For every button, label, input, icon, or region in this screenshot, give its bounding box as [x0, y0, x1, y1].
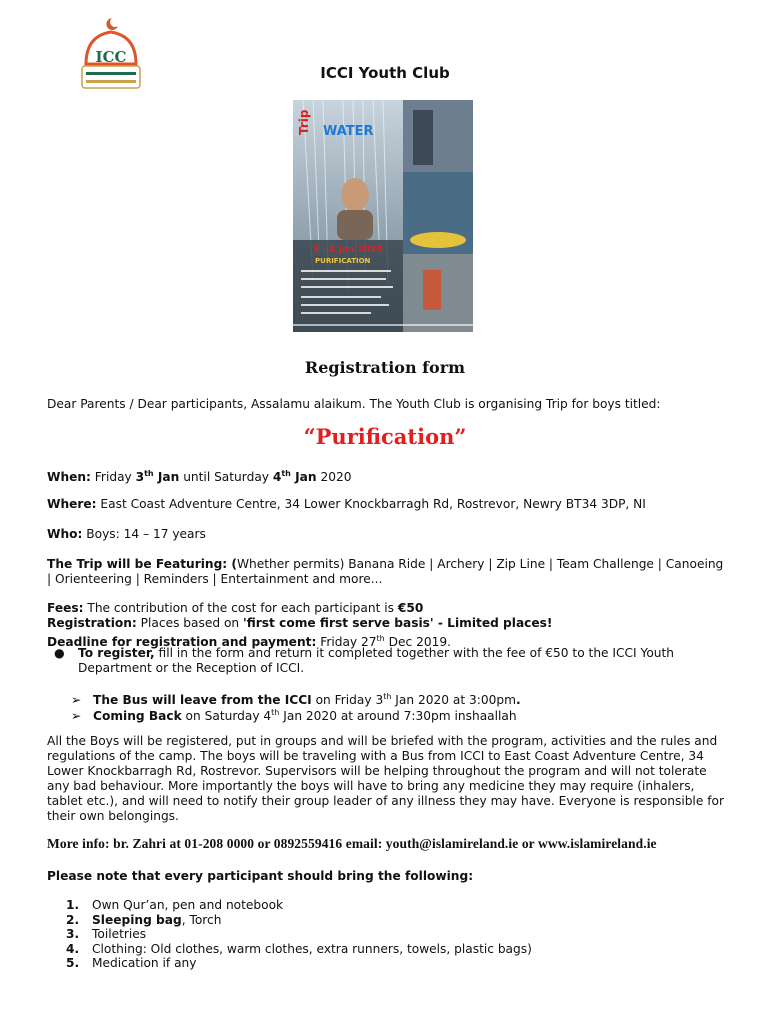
deadline-line: Deadline for registration and payment: Friday 27th Dec 2019.: [47, 634, 451, 650]
list-item-number: 1.: [66, 898, 80, 912]
list-item-text: Medication if any: [92, 956, 197, 970]
bring-note: Please note that every participant should bring the following:: [47, 869, 474, 883]
arrow-icon: ➢: [71, 709, 82, 724]
featuring-line: The Trip will be Featuring: (Whether permits) Banana Ride | Archery | Zip Line | Team Challenge | Canoeing | Orienteering | Reminders | Entertainment and more...: [47, 557, 724, 586]
contact-info: More info: br. Zahri at 01-208 0000 or 0892559416 email: youth@islamireland.ie or www.islamireland.ie: [47, 836, 657, 851]
list-item-bold: Sleeping bag: [92, 912, 182, 927]
list-item-text: Own Qur’an, pen and notebook: [92, 898, 284, 912]
list-item-number: 2.: [66, 912, 80, 927]
list-item-number: 5.: [66, 956, 80, 970]
icc-logo: [78, 14, 144, 96]
items-list: [66, 898, 532, 971]
svg-text:3 - 4 Jan 2020: 3 - 4 Jan 2020: [313, 245, 383, 255]
list-item: [66, 942, 532, 957]
arrow-icon: ➢: [71, 693, 82, 708]
trip-poster-image: [293, 100, 473, 332]
where-line: Where: East Coast Adventure Centre, 34 Lower Knockbarragh Rd, Rostrevor, Newry BT34 3DP, NI: [47, 497, 646, 511]
list-item-number: 4.: [66, 941, 80, 956]
registration-line: Registration: Places based on 'first come first serve basis' - Limited places!: [47, 616, 553, 630]
list-item-text: , Torch: [181, 912, 222, 927]
svg-text:PURIFICATION: PURIFICATION: [315, 257, 371, 265]
list-item: [66, 913, 532, 928]
list-item-text: Toiletries: [92, 927, 147, 941]
register-bullet: ● To register, fill in the form and return it completed together with the fee of €50 to the ICCI Youth Department or the Reception of ICCI.: [54, 646, 675, 675]
when-line: When: Friday 3th Jan until Saturday 4th Jan 2020: [47, 469, 352, 485]
who-line: Who: Boys: 14 – 17 years: [47, 527, 206, 541]
bullet-icon: ●: [54, 646, 65, 660]
registration-form-title: Registration form: [304, 358, 466, 377]
coming-back-line: ➢ Coming Back on Saturday 4th Jan 2020 at around 7:30pm inshaallah: [71, 708, 517, 724]
svg-text:ICC: ICC: [95, 48, 127, 66]
list-item-text: Clothing: Old clothes, warm clothes, extra runners, towels, plastic bags): [92, 941, 532, 956]
trip-name: “Purification”: [303, 424, 467, 449]
info-paragraph: All the Boys will be registered, put in groups and will be briefed with the program, activities and the rules and regulations of the camp. The boys will be traveling with a Bus from ICCI to East Coast Adventure Centre, 34 Lower Knockbarragh Rd, Rostrevor. Supervisors will be helping throughout the program and will not tolerate any bad behaviour. More importantly the boys will have to bring any medicine they may require (inhalers, tablet etc.), and will need to notify their group leader of any illness they may have. Everyone is responsible for their own belongings.: [47, 734, 724, 823]
list-item: [66, 927, 532, 942]
svg-text:Trip: Trip: [297, 109, 311, 135]
page-title: ICCI Youth Club: [320, 64, 450, 82]
greeting-text: Dear Parents / Dear participants, Assalamu alaikum. The Youth Club is organising Trip for boys titled:: [47, 397, 661, 411]
fees-line: Fees: The contribution of the cost for each participant is €50: [47, 601, 424, 615]
list-item-number: 3.: [66, 927, 80, 941]
list-item: [66, 956, 532, 971]
bus-line: ➢ The Bus will leave from the ICCI on Friday 3th Jan 2020 at 3:00pm.: [71, 692, 521, 708]
list-item: [66, 898, 532, 913]
svg-text:WATER: WATER: [323, 124, 374, 139]
